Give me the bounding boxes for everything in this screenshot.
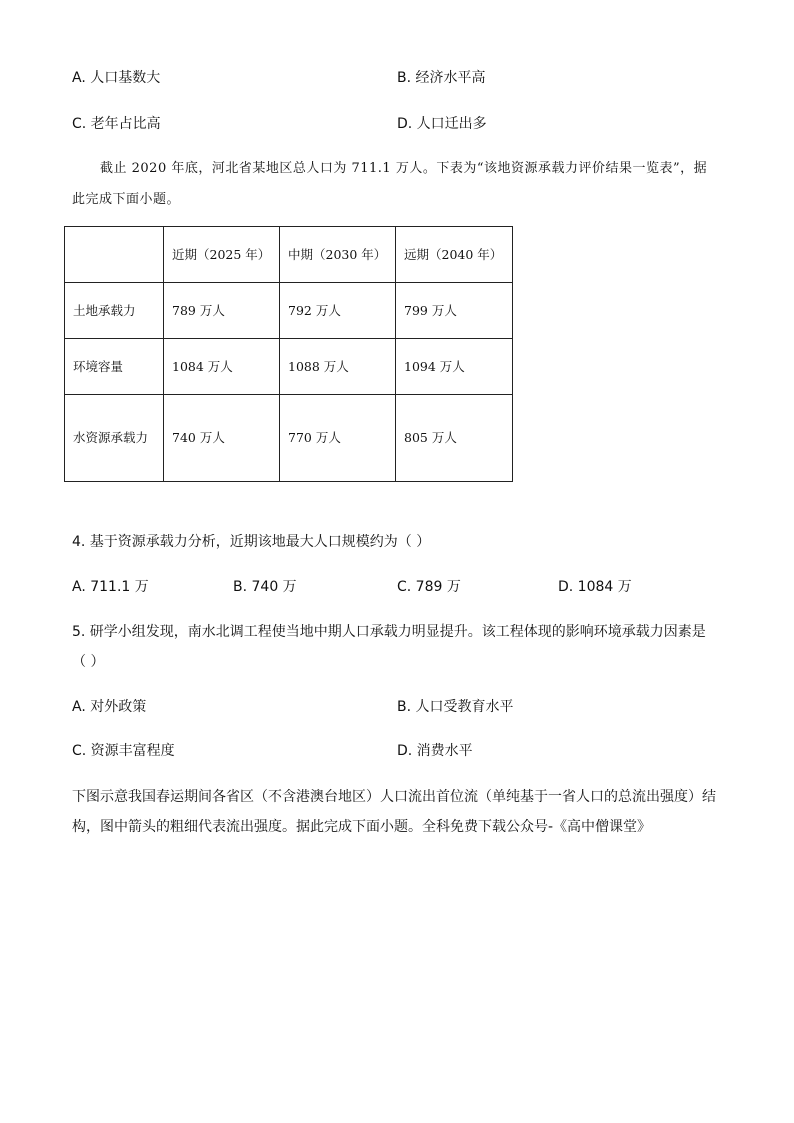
- table-row: [65, 339, 513, 395]
- table-header-cell: 近期（2025 年）: [164, 227, 280, 283]
- q3-option-d: D. 人口迁出多: [397, 116, 487, 132]
- q4-option-c: C. 789 万: [397, 579, 461, 595]
- table-cell: 799 万人: [396, 283, 513, 339]
- table-row-label: 环境容量: [65, 339, 164, 395]
- table-cell: 1088 万人: [280, 339, 396, 395]
- table-header-cell: 中期（2030 年）: [280, 227, 396, 283]
- table-row: [65, 395, 513, 482]
- table-cell: 770 万人: [280, 395, 396, 482]
- q5-stem-continuation: （ ）: [72, 654, 105, 670]
- q5-option-d: D. 消费水平: [397, 743, 473, 759]
- q3-option-b: B. 经济水平高: [397, 70, 486, 86]
- figure-intro-line-2: 构，图中箭头的粗细代表流出强度。据此完成下面小题。全科免费下载公众号-《高中僧课堂》: [72, 819, 652, 835]
- table-header-row: [65, 227, 513, 283]
- table-row-label: 水资源承载力: [65, 395, 164, 482]
- table-header-cell: [65, 227, 164, 283]
- table-cell: 792 万人: [280, 283, 396, 339]
- q5-option-c: C. 资源丰富程度: [72, 743, 175, 759]
- table-row-label: 土地承载力: [65, 283, 164, 339]
- q5-stem: 5. 研学小组发现，南水北调工程使当地中期人口承载力明显提升。该工程体现的影响环境承载力因素是: [72, 624, 706, 640]
- table-header-cell: 远期（2040 年）: [396, 227, 513, 283]
- q4-option-b: B. 740 万: [233, 579, 297, 595]
- intro-line-1: 截止 2020 年底，河北省某地区总人口为 711.1 万人。下表为“该地资源承载力评价结果一览表”，据: [100, 161, 708, 176]
- table-cell: 1084 万人: [164, 339, 280, 395]
- table-cell: 740 万人: [164, 395, 280, 482]
- table-cell: 805 万人: [396, 395, 513, 482]
- q5-option-b: B. 人口受教育水平: [397, 699, 514, 715]
- q4-stem: 4. 基于资源承载力分析，近期该地最大人口规模约为（ ）: [72, 534, 431, 550]
- q5-option-a: A. 对外政策: [72, 699, 147, 715]
- q3-option-a: A. 人口基数大: [72, 70, 161, 86]
- q4-option-d: D. 1084 万: [558, 579, 632, 595]
- q4-option-a: A. 711.1 万: [72, 579, 149, 595]
- q3-option-c: C. 老年占比高: [72, 116, 161, 132]
- table-row: [65, 283, 513, 339]
- table-cell: 1094 万人: [396, 339, 513, 395]
- figure-intro-line-1: 下图示意我国春运期间各省区（不含港澳台地区）人口流出首位流（单纯基于一省人口的总流出强度）结: [72, 789, 716, 805]
- intro-line-2: 此完成下面小题。: [72, 192, 181, 207]
- carrying-capacity-table: [64, 226, 513, 482]
- table-cell: 789 万人: [164, 283, 280, 339]
